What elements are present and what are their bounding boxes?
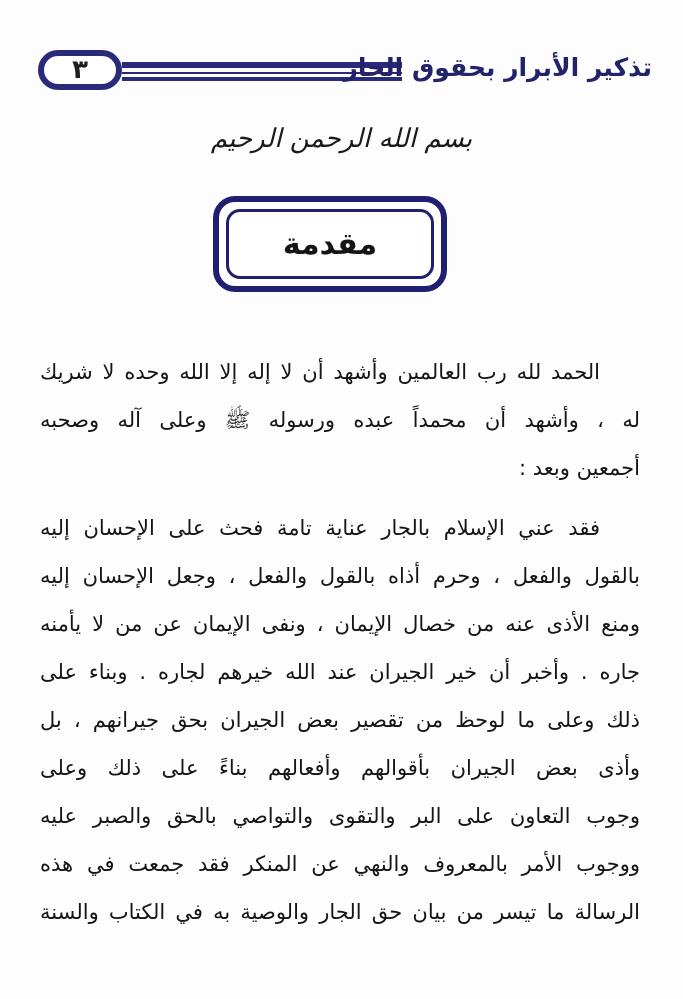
text-line: وجوب التعاون على البر والتقوى والتواصي بالحق والصبر عليه [40, 804, 640, 828]
page-number: ٣ [38, 50, 122, 90]
text-line: ووجوب الأمر بالمعروف والنهي عن المنكر فقد جمعت في هذه [40, 852, 640, 876]
body-text [40, 348, 640, 936]
section-title: مقدمة [282, 226, 378, 262]
page-header [30, 46, 660, 98]
text-line: وأذى بعض الجيران بأقوالهم وأفعالهم بناءً على ذلك وعلى [40, 756, 640, 780]
section-title-frame [213, 196, 447, 292]
text-line: له ، وأشهد أن محمداً عبده ورسوله ﷺ وعلى آله وصحبه [40, 408, 640, 432]
text-line: الحمد لله رب العالمين وأشهد أن لا إله إلا الله وحده لا شريك [40, 360, 600, 384]
text-line: أجمعين وبعد : [519, 456, 640, 480]
text-line: فقد عني الإسلام بالجار عناية تامة فحث على الإحسان إليه [40, 516, 600, 540]
basmala: بسم الله الرحمن الرحيم [210, 124, 473, 154]
text-line: الرسالة ما تيسر من بيان حق الجار والوصية به في الكتاب والسنة [40, 900, 640, 924]
text-line: بالقول والفعل ، وحرم أذاه بالقول والفعل ، وجعل الإحسان إليه [40, 564, 640, 588]
text-line: ذلك وعلى ما لوحظ من تقصير بعض الجيران بحق جيرانهم ، بل [40, 708, 640, 732]
book-title: تذكير الأبرار بحقوق الجار [343, 53, 652, 82]
section-title-inner-frame [226, 209, 434, 279]
text-line: ومنع الأذى عنه من خصال الإيمان ، ونفى الإيمان عن من لا يأمنه [40, 612, 640, 636]
text-line: جاره . وأخبر أن خير الجيران عند الله خيرهم لجاره . وبناء على [40, 660, 640, 684]
